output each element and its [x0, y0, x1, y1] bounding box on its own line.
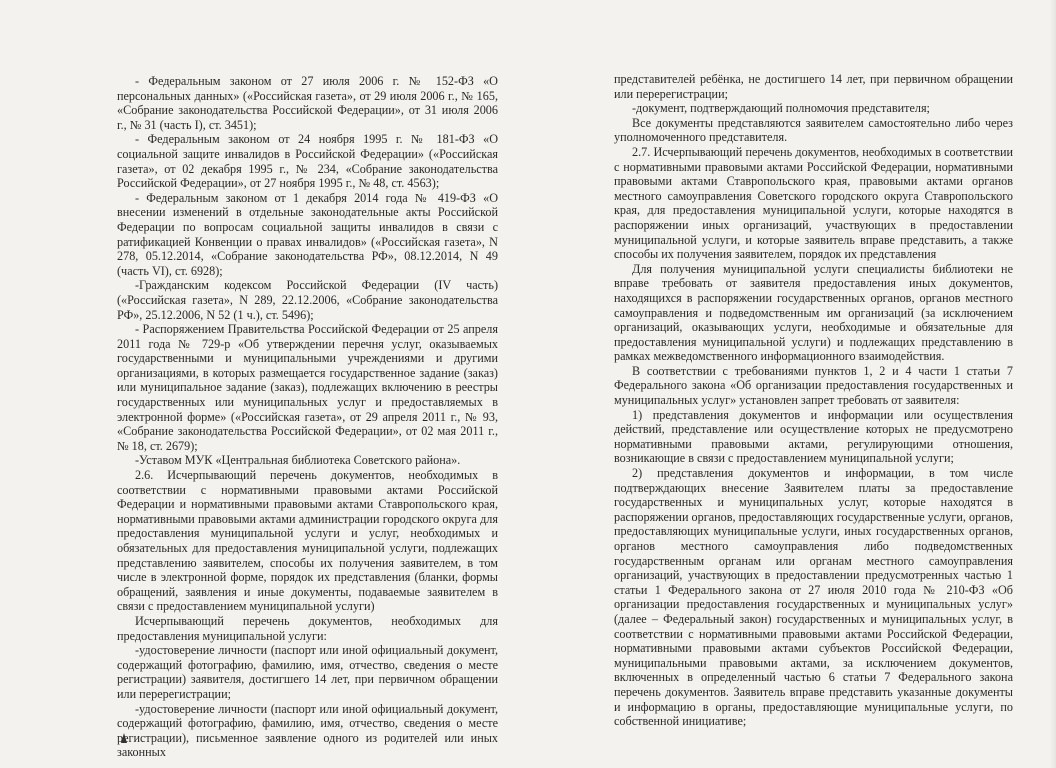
left-column	[117, 74, 498, 760]
paragraph: представителей ребёнка, не достигшего 14 лет, при первичном обращении или перерегистрации;	[614, 72, 1013, 101]
paragraph: -Уставом МУК «Центральная библиотека Советского района».	[135, 453, 461, 468]
paragraph: 1) представления документов и информации или осуществления действий, представление или осуществление которых не предусмотрено нормативными правовыми актами, регулирующими отношения, возникающие в связи с предоставлением муниципальной услуги;	[614, 407, 1013, 466]
paragraph: -удостоверение личности (паспорт или иной официальный документ, содержащий фотографию, фамилию, имя, отчество, сведения о месте регистрации), письменное заявление одного из родителей или иных законных	[117, 701, 498, 760]
paragraph: -удостоверение личности (паспорт или иной официальный документ, содержащий фотографию, фамилию, имя, отчество, сведения о месте регистрации) заявителя, достигшего 14 лет, при первичном обращении или перерегистрации;	[117, 643, 498, 701]
paragraph: 2) представления документов и информации, в том числе подтверждающих внесение Заявителем платы за предоставление государственных и муниципальных услуг, которые находятся в распоряжении органов, предоставляющих государственные услуги, органов, предоставляющих муниципальные услуги, иных государственных органов, органов местного самоуправления либо подведомственных государственным органам или органам местного самоуправления организаций, участвующих в предоставлении предусмотренных частью 1 статьи 1 Федерального закона от 27 июля 2010 года № 210-ФЗ «Об организации предоставления государственных и муниципальных услуг» (далее – Федеральный закон) государственных и муниципальных услуг, в соответствии с нормативными правовыми актами Российской Федерации, нормативными правовыми актами субъектов Российской Федерации, муниципальными правовыми актами, за исключением документов, включенных в определенный частью 6 статьи 7 Федерального закона перечень документов. Заявитель вправе представить указанные документы и информацию в органы, предоставляющие муниципальные услуги, по собственной инициативе;	[614, 466, 1013, 729]
paragraph: - Федеральным законом от 24 ноября 1995 г. № 181-ФЗ «О социальной защите инвалидов в Российской Федерации» («Российская газета», от 02 декабря 1995 г., № 234, «Собрание законодательства Российской Федерации», от 27 ноября 1995 г., № 48, ст. 4563);	[117, 132, 498, 191]
paragraph: 2.6. Исчерпывающий перечень документов, необходимых в соответствии с нормативными правовыми актами Российской Федерации и нормативными правовыми актами Ставропольского края, нормативными правовыми актами администрации городского округа для предоставления муниципальной услуги и услуг, необходимых и обязательных для предоставления муниципальной услуги, подлежащих представлению заявителем, способы их получения заявителем, в том числе в электронной форме, порядок их представления (бланки, формы обращений, заявления и иные документы, подаваемые заявителем в связи с предоставлением муниципальной услуги)	[117, 468, 498, 614]
right-column	[614, 72, 1013, 729]
scan-mark-icon	[121, 733, 127, 743]
paragraph: Исчерпывающий перечень документов, необходимых для предоставления муниципальной услуги:	[117, 613, 498, 643]
paragraph: - Федеральным законом от 27 июля 2006 г. № 152-ФЗ «О персональных данных» («Российская газета», от 29 июля 2006 г., № 165, «Собрание законодательства Российской Федерации», от 31 июля 2006 г., № 31 (часть I), ст. 3451);	[117, 74, 498, 132]
paragraph: Для получения муниципальной услуги специалисты библиотеки не вправе требовать от заявителя предоставления иных документов, находящихся в распоряжении государственных органов, органов местного самоуправления и подведомственным им организаций (за исключением организаций, оказывающих услуги, необходимые и обязательные для предоставления муниципальной услуги) и подлежащих представлению в рамках межведомственного информационного взаимодействия.	[614, 261, 1013, 364]
paragraph: Все документы представляются заявителем самостоятельно либо через уполномоченного представителя.	[614, 115, 1013, 145]
paragraph: - Распоряжением Правительства Российской Федерации от 25 апреля 2011 года № 729-р «Об утверждении перечня услуг, оказываемых государственными и муниципальными учреждениями и другими организациями, в которых размещается государственное задание (заказ) или муниципальное задание (заказ), подлежащих включению в реестры государственных или муниципальных услуг и предоставляемых в электронной форме» («Российская газета», от 29 апреля 2011 г., № 93, «Собрание законодательства Российской Федерации», от 02 мая 2011 г., № 18, ст. 2679);	[117, 322, 498, 453]
paragraph: В соответствии с требованиями пунктов 1, 2 и 4 части 1 статьи 7 Федерального закона «Об организации предоставления государственных и муниципальных услуг» установлен запрет требовать от заявителя:	[614, 363, 1013, 408]
paragraph: -документ, подтверждающий полномочия представителя;	[632, 101, 930, 116]
paragraph: -Гражданским кодексом Российской Федерации (IV часть) («Российская газета», N 289, 22.12.2006, «Собрание законодательства РФ», 25.12.2006, N 52 (1 ч.), ст. 5496);	[117, 278, 498, 322]
paragraph: 2.7. Исчерпывающий перечень документов, необходимых в соответствии с нормативными правовыми актами Российской Федерации, нормативными правовыми актами Ставропольского края, правовыми актами органов местного самоуправления Советского городского округа Ставропольского края, для предоставления муниципальной услуги, которые находятся в распоряжении иных организаций, участвующих в предоставлении муниципальной услуги, и которые заявитель вправе представить, а также способы их получения заявителем, порядок их представления	[614, 144, 1013, 262]
page-edge	[1050, 0, 1056, 768]
paragraph: - Федеральным законом от 1 декабря 2014 года № 419-ФЗ «О внесении изменений в отдельные законодательные акты Российской Федерации по вопросам социальной защиты инвалидов в связи с ратификацией Конвенции о правах инвалидов» («Российская газета», N 278, 05.12.2014, «Собрание законодательства РФ», 08.12.2014, N 49 (часть VI), ст. 6928);	[117, 190, 498, 278]
